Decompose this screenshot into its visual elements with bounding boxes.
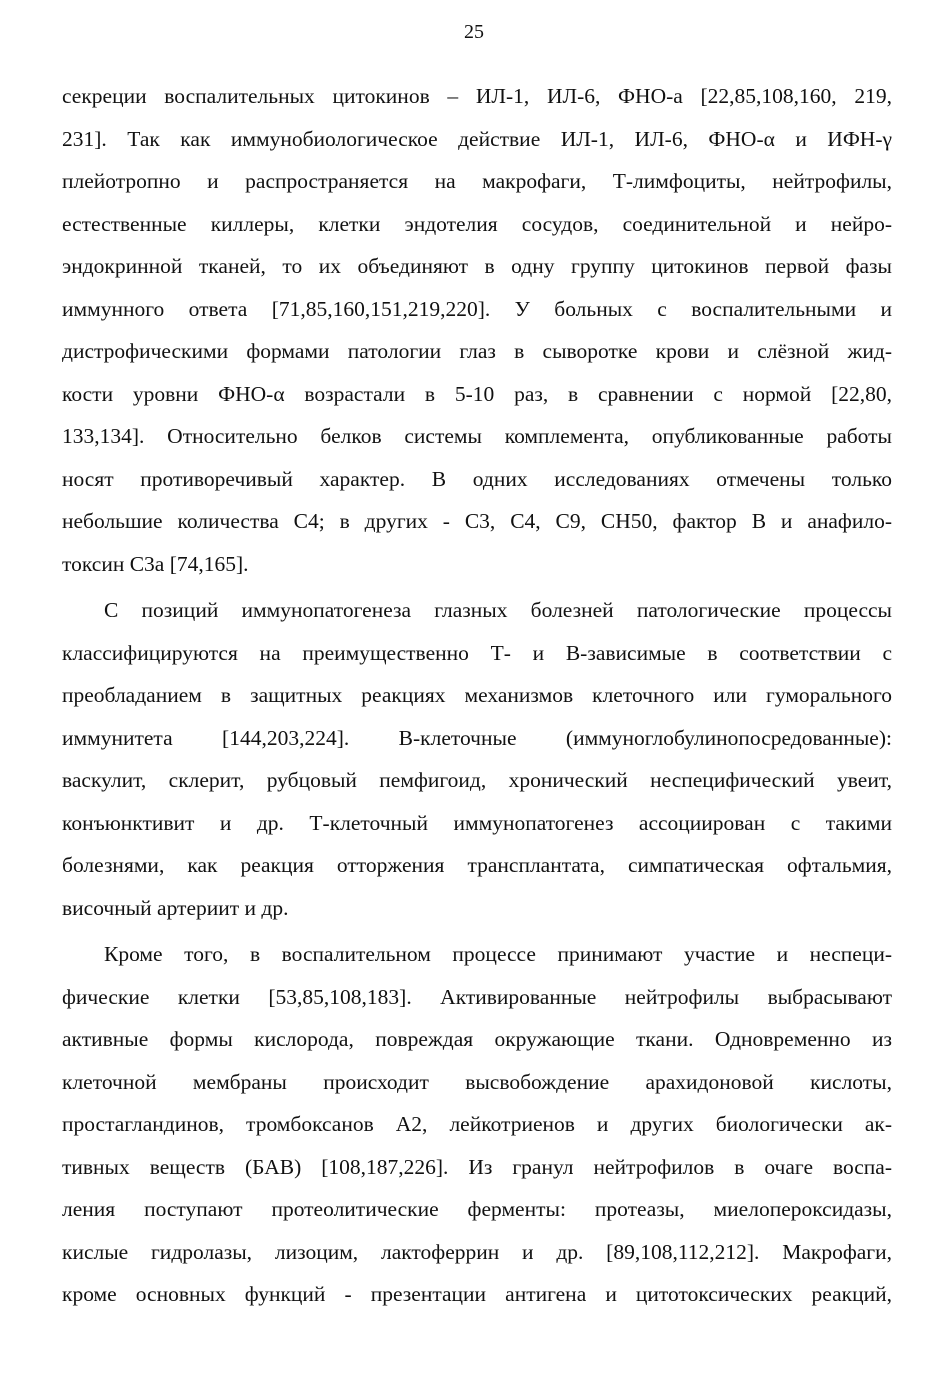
text-line: классифицируются на преимущественно Т- и В-зависимые в соответствии с	[62, 640, 892, 665]
text-line: височный артериит и др.	[62, 895, 289, 920]
text-line: токсин С3а [74,165].	[62, 551, 249, 576]
text-line: простагландинов, тромбоксанов А2, лейкотриенов и других биологически ак-	[62, 1112, 892, 1136]
text-line: секреции воспалительных цитокинов – ИЛ-1, ИЛ-6, ФНО-а [22,85,108,160, 219,	[62, 84, 892, 108]
paragraph	[62, 589, 892, 929]
text-line: кроме основных функций - презентации антигена и цитотоксических реакций,	[62, 1282, 892, 1306]
text-line: васкулит, склерит, рубцовый пемфигоид, хронический неспецифический увеит,	[62, 768, 892, 792]
text-line: плейотропно и распространяется на макрофаги, Т-лимфоциты, нейтрофилы,	[62, 169, 892, 193]
text-line: эндокринной тканей, то их объединяют в одну группу цитокинов первой фазы	[62, 254, 892, 278]
paragraph	[62, 75, 892, 585]
text-line: С позиций иммунопатогенеза глазных болезней патологические процессы	[104, 598, 892, 622]
page-number: 25	[464, 21, 484, 43]
text-line: Кроме того, в воспалительном процессе принимают участие и неспеци-	[104, 942, 892, 966]
text-line: дистрофическими формами патологии глаз в сыворотке крови и слёзной жид-	[62, 339, 892, 363]
text-line: кости уровни ФНО-α возрастали в 5-10 раз, в сравнении с нормой [22,80,	[62, 381, 892, 406]
text-line: естественные киллеры, клетки эндотелия сосудов, соединительной и нейро-	[62, 211, 892, 236]
paragraph	[62, 933, 892, 1316]
text-line: клеточной мембраны происходит высвобождение арахидоновой кислоты,	[62, 1069, 892, 1094]
text-line: иммунного ответа [71,85,160,151,219,220]. У больных с воспалительными и	[62, 296, 892, 321]
text-line: ления поступают протеолитические ферменты: протеазы, миелопероксидазы,	[62, 1197, 892, 1221]
text-line: 231]. Так как иммунобиологическое действие ИЛ-1, ИЛ-6, ФНО-α и ИФН-γ	[62, 126, 892, 151]
document-body	[62, 75, 892, 1316]
text-line: болезнями, как реакция отторжения трансплантата, симпатическая офтальмия,	[62, 853, 892, 877]
text-line: тивных веществ (БАВ) [108,187,226]. Из гранул нейтрофилов в очаге воспа-	[62, 1154, 892, 1179]
text-line: небольшие количества С4; в других - С3, С4, С9, СН50, фактор В и анафило-	[62, 509, 892, 533]
text-line: преобладанием в защитных реакциях механизмов клеточного или гуморального	[62, 683, 892, 707]
text-line: иммунитета [144,203,224]. В-клеточные (иммуноглобулинопосредованные):	[62, 725, 892, 750]
text-line: конъюнктивит и др. Т-клеточный иммунопатогенез ассоциирован с такими	[62, 810, 892, 835]
text-line: активные формы кислорода, повреждая окружающие ткани. Одновременно из	[62, 1027, 892, 1051]
text-line: кислые гидролазы, лизоцим, лактоферрин и др. [89,108,112,212]. Макрофаги,	[62, 1239, 892, 1264]
text-line: 133,134]. Относительно белков системы комплемента, опубликованные работы	[62, 424, 892, 448]
text-line: фические клетки [53,85,108,183]. Активированные нейтрофилы выбрасывают	[62, 984, 892, 1009]
text-line: носят противоречивый характер. В одних исследованиях отмечены только	[62, 466, 892, 491]
